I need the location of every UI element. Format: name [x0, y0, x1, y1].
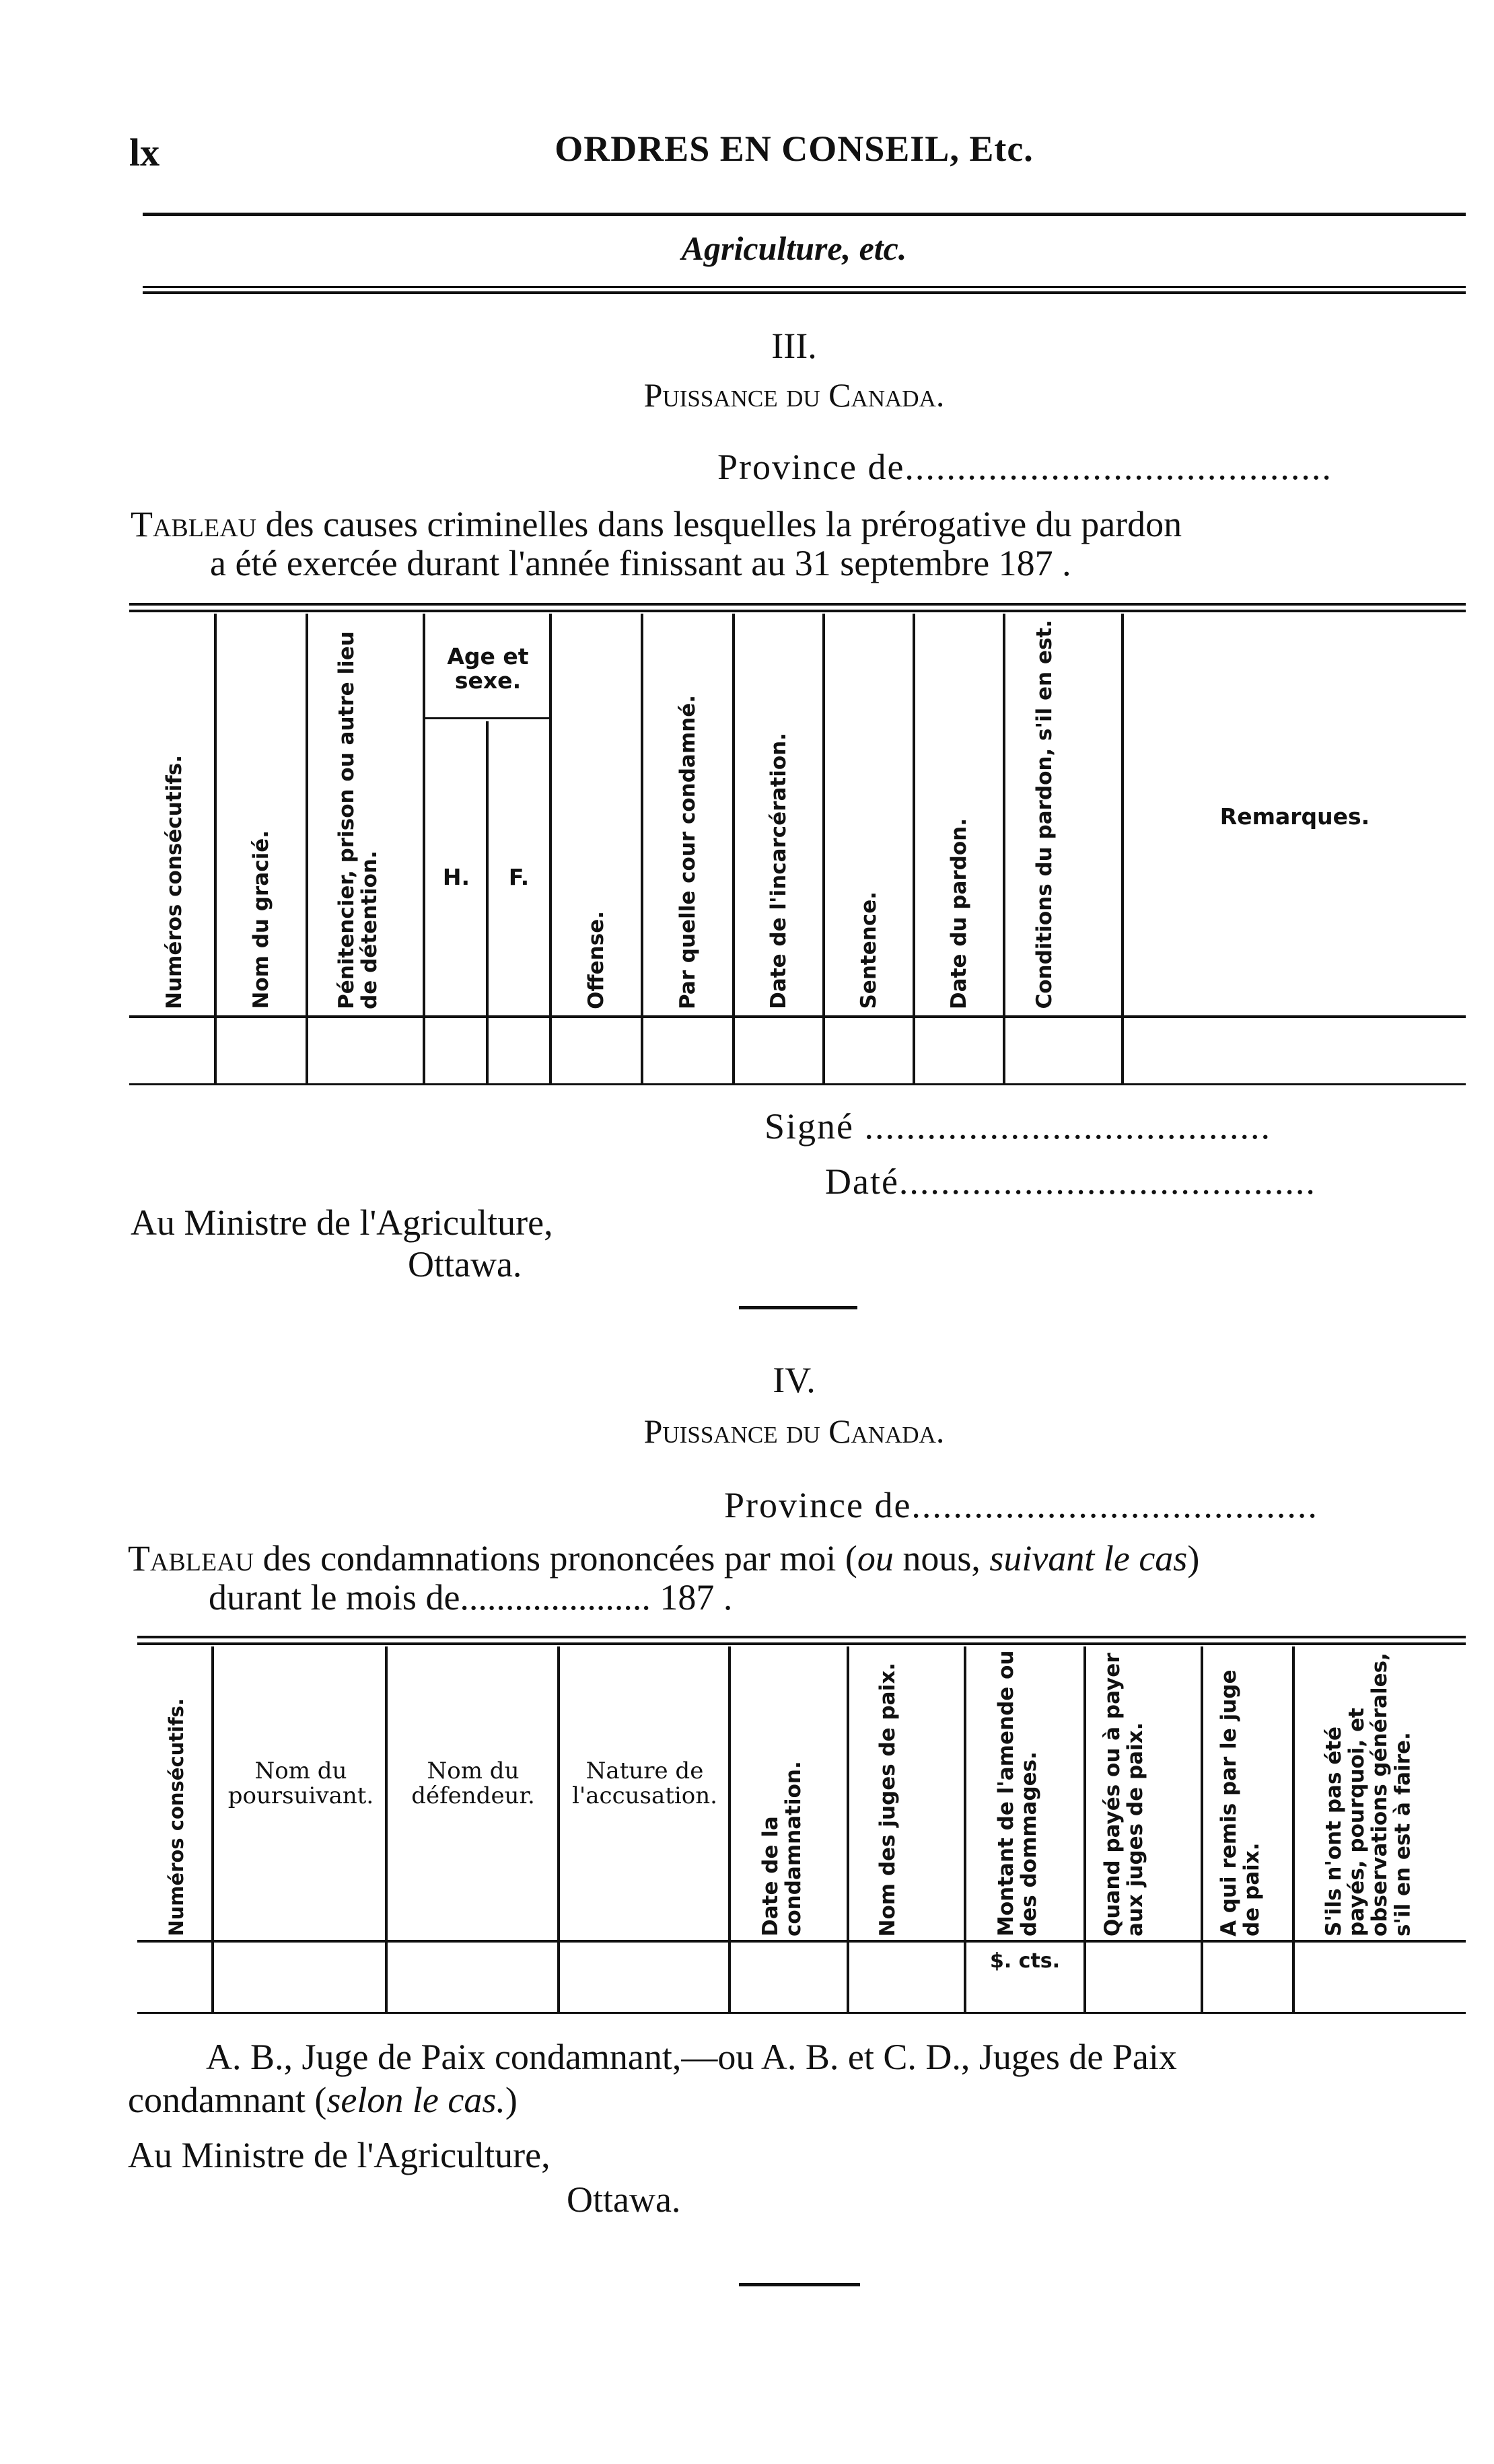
col4-poursuivant: Nom du poursuivant. — [227, 1758, 374, 1810]
section-rule-bottom — [143, 291, 1466, 294]
form3-date: Daté........................................ — [825, 1161, 1316, 1202]
col-offense: Offense. — [583, 911, 608, 1009]
form4-addressee-city: Ottawa. — [567, 2179, 681, 2220]
form3-title-rest: des causes criminelles dans lesquelles la prérogative du pardon — [256, 504, 1182, 544]
form4-title-line2: durant le mois de..................... 187 . — [209, 1577, 733, 1618]
form3-title-lead: Tableau — [131, 504, 257, 544]
form4-title — [128, 1537, 1199, 1579]
form4-signature-2b: selon le cas. — [326, 2080, 505, 2120]
form4-title-ou: ou — [857, 1538, 894, 1579]
col4-date-condamnation: Date de la condamnation. — [758, 1761, 806, 1936]
col4-montant: Montant de l'amende ou des dommages. — [994, 1650, 1042, 1936]
form4-title-suivant: suivant le cas — [989, 1538, 1188, 1579]
form4-signature: A. B., Juge de Paix condamnant,—ou A. B. et C. D., Juges de Paix — [206, 2037, 1177, 2077]
section-rule-top — [143, 286, 1466, 288]
form4-dominion: Puissance du Canada. — [643, 1412, 945, 1450]
form4-title-rest3: ) — [1187, 1538, 1200, 1579]
col4-quand-payes: Quand payés ou à payer aux juges de paix. — [1100, 1653, 1148, 1936]
form4-end-rule — [739, 2283, 860, 2286]
col-penitencier: Pénitencier, prison ou autre lieu de détention. — [334, 631, 382, 1009]
col-numeros: Numéros consécutifs. — [162, 755, 186, 1009]
form3-signe: Signé ....................................... — [764, 1106, 1272, 1147]
col-date-incarceration: Date de l'incarcération. — [766, 733, 791, 1009]
form3-end-rule — [739, 1306, 857, 1309]
col4-a-qui-remis: A qui remis par le juge de paix. — [1217, 1669, 1265, 1936]
form4-province: Province de....................................... — [724, 1485, 1318, 1525]
col4-nature: Nature de l'accusation. — [572, 1758, 717, 1810]
form3-number: III. — [771, 326, 817, 366]
col-cour: Par quelle cour condamné. — [675, 694, 700, 1009]
col4-numeros: Numéros consécutifs. — [165, 1698, 188, 1936]
section-title: Agriculture, etc. — [681, 229, 907, 267]
col4-defendeur: Nom du défendeur. — [411, 1758, 535, 1810]
col-date-pardon: Date du pardon. — [946, 818, 971, 1009]
page-number: lx — [129, 131, 160, 174]
form4-addressee: Au Ministre de l'Agriculture, — [128, 2135, 550, 2175]
form4-number: IV. — [773, 1360, 816, 1400]
form4-title-rest1: des condamnations prononcées par moi ( — [254, 1538, 857, 1579]
header-rule — [143, 213, 1466, 216]
col4-juges: Nom des juges de paix. — [876, 1662, 900, 1936]
col4-cts: $. cts. — [989, 1949, 1061, 1973]
col-conditions: Conditions du pardon, s'il en est. — [1032, 620, 1057, 1009]
col-age-sexe: Age et sexe. — [447, 643, 529, 694]
form3-title-line2: a été exercée durant l'année finissant au 31 septembre 187 . — [210, 543, 1071, 583]
col-h: H. — [442, 864, 470, 890]
form4-title-rest2: nous, — [893, 1538, 990, 1579]
col-f: F. — [508, 864, 530, 890]
form3-dominion: Puissance du Canada. — [643, 376, 945, 414]
form4-signature-2a: condamnant ( — [128, 2080, 327, 2120]
form4-signature-line2 — [128, 2079, 518, 2121]
form3-addressee-city: Ottawa. — [408, 1244, 522, 1284]
col-sentence: Sentence. — [856, 892, 881, 1009]
form3-title — [131, 503, 1477, 545]
form4-signature-2c: ) — [505, 2080, 518, 2120]
col-nom-gracie: Nom du gracié. — [248, 830, 273, 1009]
col-remarques: Remarques. — [1219, 803, 1370, 830]
form3-addressee: Au Ministre de l'Agriculture, — [131, 1202, 553, 1243]
col4-observations: S'ils n'ont pas été payés, pourquoi, et observations générales, s'il en est à faire. — [1322, 1653, 1415, 1936]
form4-title-lead: Tableau — [128, 1538, 254, 1579]
form3-province: Province de......................................... — [717, 447, 1332, 487]
running-title: ORDRES EN CONSEIL, Etc. — [555, 129, 1034, 169]
